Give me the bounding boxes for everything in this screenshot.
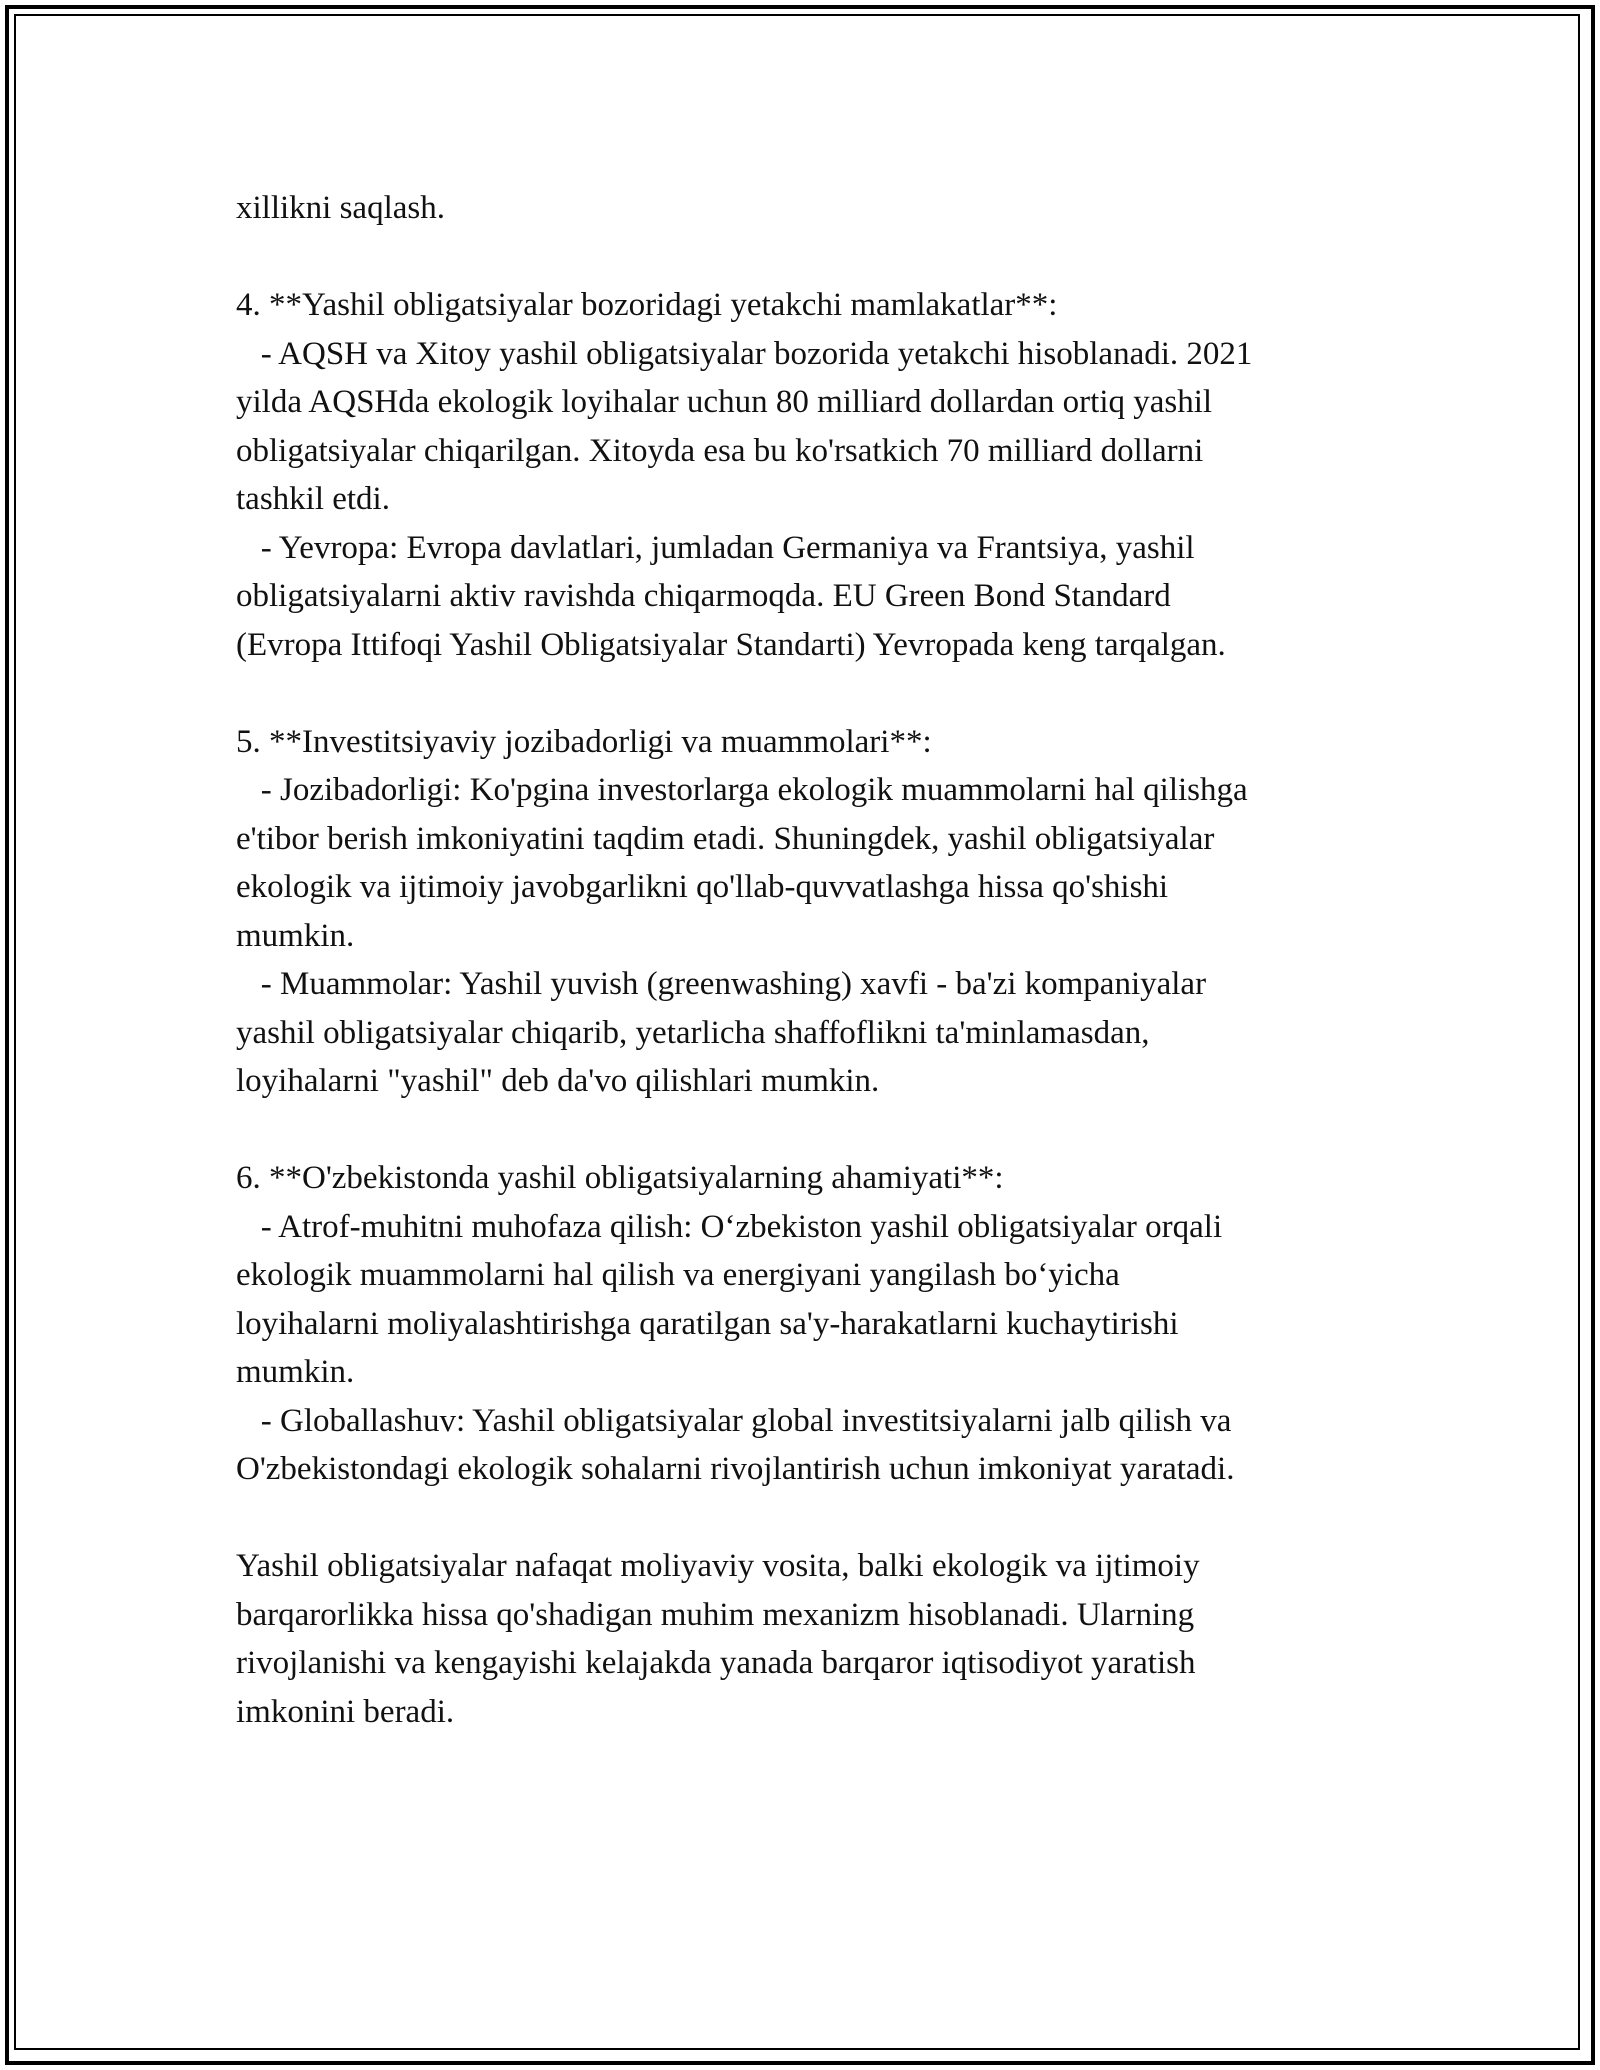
text-line: mumkin.: [236, 1354, 355, 1390]
conclusion-line: rivojlanishi va kengayishi kelajakda yanada barqaror iqtisodiyot yaratish: [236, 1645, 1196, 1681]
text-line: obligatsiyalar chiqarilgan. Xitoyda esa bu ko'rsatkich 70 milliard dollarni: [236, 432, 1204, 469]
conclusion-line: Yashil obligatsiyalar nafaqat moliyaviy vosita, balki ekologik va ijtimoiy: [236, 1548, 1200, 1584]
conclusion-line: imkonini beradi.: [236, 1693, 455, 1730]
text-line: - Atrof-muhitni muhofaza qilish: O‘zbekiston yashil obligatsiyalar orqali: [236, 1208, 1223, 1245]
text-line: - AQSH va Xitoy yashil obligatsiyalar bozorida yetakchi hisoblanadi. 2021: [236, 335, 1253, 372]
conclusion-line: barqarorlikka hissa qo'shadigan muhim mexanizm hisoblanadi. Ularning: [236, 1596, 1195, 1633]
text-line: xillikni saqlash.: [236, 190, 445, 226]
text-line: tashkil etdi.: [236, 481, 390, 517]
text-line: yashil obligatsiyalar chiqarib, yetarlicha shaffoflikni ta'minlamasdan,: [236, 1014, 1150, 1051]
blank-line: [236, 1494, 1386, 1543]
text-line: loyihalarni moliyalashtirishga qaratilgan sa'y-harakatlarni kuchaytirishi: [236, 1305, 1179, 1342]
text-line: loyihalarni "yashil" deb da'vo qilishlari mumkin.: [236, 1063, 880, 1099]
text-line: yilda AQSHda ekologik loyihalar uchun 80 milliard dollardan ortiq yashil: [236, 384, 1213, 420]
section-heading: 6. **O'zbekistonda yashil obligatsiyalarning ahamiyati**:: [236, 1160, 1004, 1196]
blank-line: [236, 233, 1386, 282]
text-line: obligatsiyalarni aktiv ravishda chiqarmoqda. EU Green Bond Standard: [236, 578, 1171, 614]
text-line: - Jozibadorligi: Ko'pgina investorlarga ekologik muammolarni hal qilishga: [236, 772, 1248, 808]
text-line: ekologik va ijtimoiy javobgarlikni qo'llab-quvvatlashga hissa qo'shishi: [236, 869, 1169, 905]
text-line: - Muammolar: Yashil yuvish (greenwashing) xavfi - ba'zi kompaniyalar: [236, 966, 1207, 1002]
blank-line: [236, 1106, 1386, 1155]
text-line: (Evropa Ittifoqi Yashil Obligatsiyalar Standarti) Yevropada keng tarqalgan.: [236, 626, 1226, 663]
text-line: e'tibor berish imkoniyatini taqdim etadi. Shuningdek, yashil obligatsiyalar: [236, 820, 1215, 857]
section-heading: 4. **Yashil obligatsiyalar bozoridagi yetakchi mamlakatlar**:: [236, 287, 1058, 323]
section-heading: 5. **Investitsiyaviy jozibadorligi va muammolari**:: [236, 723, 932, 760]
text-line: O'zbekistondagi ekologik sohalarni rivojlantirish uchun imkoniyat yaratadi.: [236, 1451, 1235, 1487]
text-line: ekologik muammolarni hal qilish va energiyani yangilash bo‘yicha: [236, 1257, 1120, 1293]
text-line: - Yevropa: Evropa davlatlari, jumladan Germaniya va Frantsiya, yashil: [236, 529, 1195, 566]
text-line: - Globallashuv: Yashil obligatsiyalar global investitsiyalarni jalb qilish va: [236, 1402, 1232, 1439]
document-body: [236, 184, 1386, 1736]
blank-line: [236, 669, 1386, 718]
text-line: mumkin.: [236, 917, 355, 954]
